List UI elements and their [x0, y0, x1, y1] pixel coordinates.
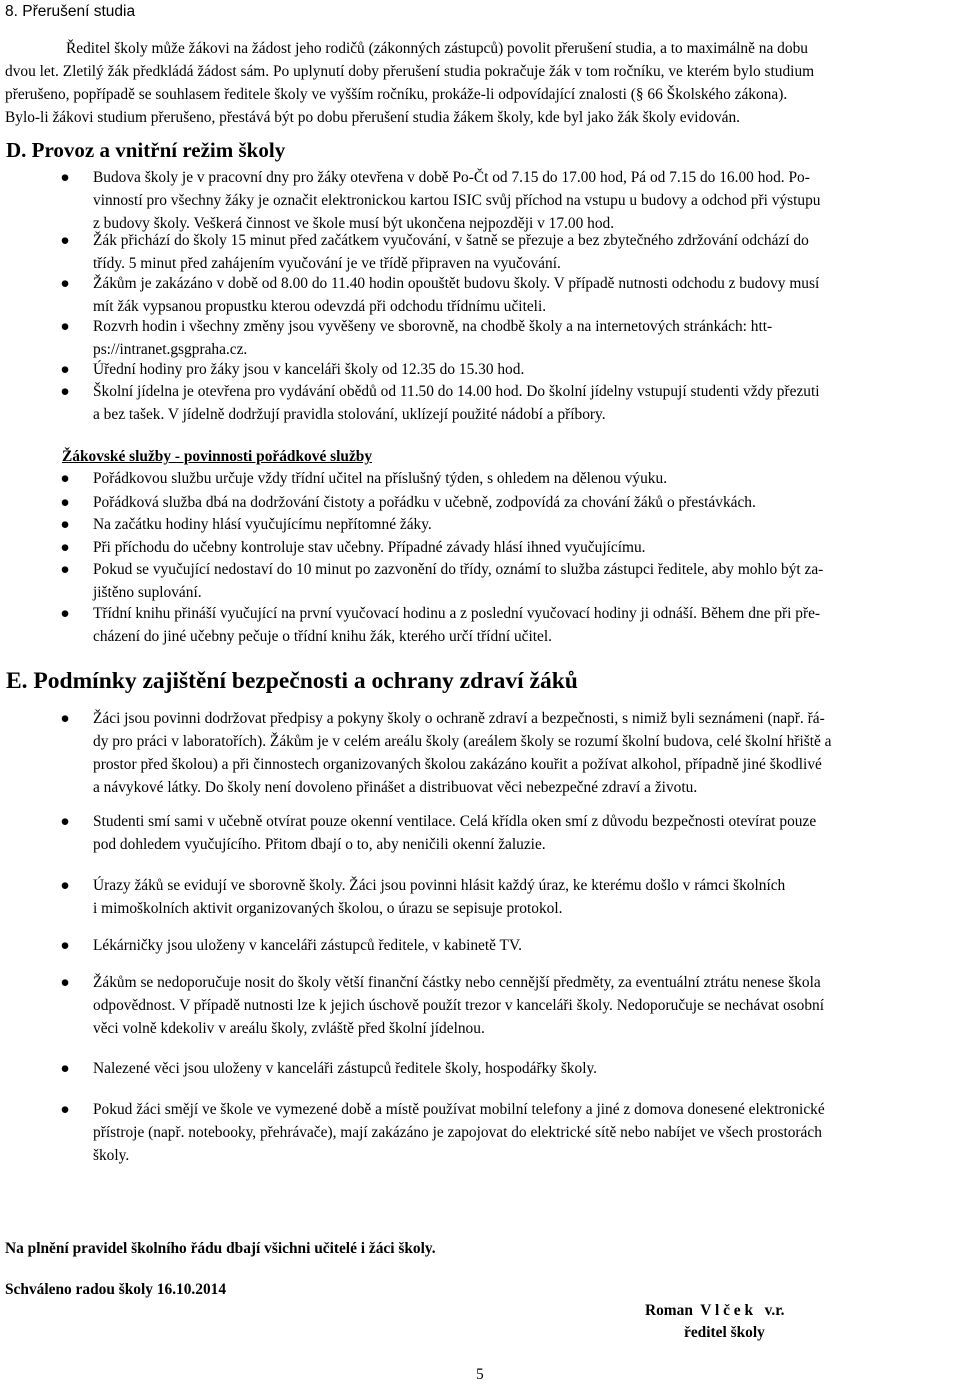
list-item-line: Úřední hodiny pro žáky jsou v kanceláři školy od 12.35 do 15.30 hod. [93, 361, 525, 378]
list-item [60, 513, 958, 536]
list-item-line: Žáci jsou povinni dodržovat předpisy a pokyny školy o ochraně zdraví a bezpečnosti, s nimiž byli seznámeni (např. řá- [93, 710, 825, 727]
list-item [60, 874, 958, 920]
paragraph-line: Ředitel školy může žákovi na žádost jeho rodičů (zákonných zástupců) povolit přerušení studia, a to maximálně na dobu [66, 40, 808, 57]
signer-role: ředitel školy [684, 1324, 765, 1341]
bullet-icon: ● [60, 561, 70, 578]
list-item-line: Žákům je zakázáno v době od 8.00 do 11.40 hodin opouštět budovu školy. V případě nutnosti odchodu z budovy musí [93, 275, 820, 292]
bullet-icon: ● [60, 539, 70, 556]
section-e-heading: E. Podmínky zajištění bezpečnosti a ochrany zdraví žáků [6, 668, 578, 694]
list-item-line: Třídní knihu přináší vyučující na první vyučovací hodinu a z poslední vyučovací hodiny ji odnáší. Během dne při pře- [93, 605, 821, 622]
list-item-line: školy. [93, 1147, 130, 1164]
list-item-line: Žákům se nedoporučuje nosit do školy větší finanční částky nebo cennější předměty, za eventuální ztrátu nenese škola [93, 974, 821, 991]
list-item-line: i mimoškolních aktivit organizovaných školou, o úrazu se sepisuje protokol. [93, 900, 563, 917]
list-item-text [93, 380, 958, 426]
list-item [60, 315, 958, 361]
list-item-line: Nalezené věci jsou uloženy v kanceláři zástupců ředitele školy, hospodářky školy. [93, 1060, 598, 1077]
paragraph-line: dvou let. Zletilý žák předkládá žádost sám. Po uplynutí doby přerušení studia pokračuje žák v tom ročníku, ve kterém bylo studium [5, 63, 815, 80]
list-item-text [93, 602, 958, 648]
section-8-heading: 8. Přerušení studia [5, 3, 136, 20]
list-item-line: Školní jídelna je otevřena pro vydávání obědů od 11.50 do 14.00 hod. Do školní jídelny vstupují studenti vždy přezuti [93, 383, 820, 400]
list-item-line: pod dohledem vyučujícího. Přitom dbají o to, aby neničili okenní žaluzie. [93, 836, 546, 853]
list-item-line: Úrazy žáků se evidují ve sborovně školy. Žáci jsou povinni hlásit každý úraz, ke kterému došlo v rámci školních [93, 877, 786, 894]
list-item [60, 558, 958, 604]
list-item [60, 536, 958, 559]
list-item-line: Pořádková služba dbá na dodržování čistoty a pořádku v učebně, zodpovídá za chování žáků o přestávkách. [93, 494, 756, 511]
services-heading: Žákovské služby - povinnosti pořádkové služby [62, 448, 373, 465]
bullet-icon: ● [60, 275, 70, 292]
bullet-icon: ● [60, 813, 70, 830]
list-item-text [93, 971, 958, 1040]
bullet-icon: ● [60, 877, 70, 894]
list-item-line: Na začátku hodiny hlásí vyučujícímu nepřítomné žáky. [93, 516, 432, 533]
list-item-line: Pořádkovou službu určuje vždy třídní učitel na příslušný týden, s ohledem na dělenou výuku. [93, 470, 668, 487]
list-item-text [93, 874, 958, 920]
list-item-line: třídy. 5 minut před zahájením vyučování je ve třídě připraven na vyučování. [93, 255, 561, 272]
bullet-icon: ● [60, 516, 70, 533]
list-item-text [93, 467, 958, 490]
list-item-text [93, 513, 958, 536]
list-item-line: věci volně kdekoliv v areálu školy, zvláště před školní jídelnou. [93, 1020, 485, 1037]
bullet-icon: ● [60, 937, 70, 954]
list-item-line: a bez tašek. V jídelně dodržují pravidla stolování, uklízejí použité nádobí a příbory. [93, 406, 606, 423]
list-item [60, 707, 958, 799]
list-item-line: Rozvrh hodin i všechny změny jsou vyvěšeny ve sborovně, na chodbě školy a na internetových stránkách: htt- [93, 318, 773, 335]
list-item-line: jištěno suplování. [93, 584, 202, 601]
list-item-line: Lékárničky jsou uloženy v kanceláři zástupců ředitele, v kabinetě TV. [93, 937, 522, 954]
list-item-text [93, 558, 958, 604]
list-item [60, 971, 958, 1040]
list-item-line: odpovědnost. V případě nutnosti lze k jejich úschově použít trezor v kanceláři školy. Nedoporučuje se nechávat osobní [93, 997, 825, 1014]
list-item-line: z budovy školy. Veškerá činnost ve škole musí být ukončena nejpozději v 17.00 hod. [93, 215, 615, 232]
bullet-icon: ● [60, 494, 70, 511]
bullet-icon: ● [60, 232, 70, 249]
list-item [60, 358, 958, 381]
list-item-line: a návykové látky. Do školy není dovoleno přinášet a distribuovat věci nebezpečné zdraví a životu. [93, 779, 698, 796]
bullet-icon: ● [60, 605, 70, 622]
list-item-line: ps://intranet.gsgpraha.cz. [93, 341, 248, 358]
list-item-line: Pokud žáci smějí ve škole ve vymezené době a místě používat mobilní telefony a jiné z domova donesené elektronické [93, 1101, 825, 1118]
approval-date: Schváleno radou školy 16.10.2014 [5, 1281, 227, 1298]
list-item-line: dy pro práci v laboratořích). Žákům je v celém areálu školy (areálem školy se rozumí školní budova, celé školní hřiště a [93, 733, 832, 750]
list-item-text [93, 166, 958, 235]
list-item [60, 934, 958, 957]
list-item [60, 166, 958, 235]
bullet-icon: ● [60, 710, 70, 727]
list-item-text [93, 707, 958, 799]
list-item-text [93, 229, 958, 275]
list-item [60, 602, 958, 648]
list-item-text [93, 358, 958, 381]
list-item-text [93, 810, 958, 856]
list-item-line: Pokud se vyučující nedostaví do 10 minut po zazvonění do třídy, oznámí to služba zástupci ředitele, aby mohlo být za- [93, 561, 824, 578]
section-8-paragraph [5, 37, 955, 129]
paragraph-line: přerušeno, popřípadě se souhlasem ředitele školy ve vyšším ročníku, prokáže-li odpovídající znalosti (§ 66 Školského zákona). [5, 86, 788, 103]
list-item-text [93, 491, 958, 514]
signer-name: Roman V l č e k v.r. [645, 1302, 785, 1319]
list-item [60, 810, 958, 856]
list-item-line: přístroje (např. notebooky, přehrávače), mají zakázáno je zapojovat do elektrické sítě nebo nabíjet ve všech prostorách [93, 1124, 822, 1141]
list-item-line: prostor před školou) a při činnostech organizovaných školou zakázáno kouřit a požívat alkohol, případně jiné škodlivé [93, 756, 822, 773]
list-item-text [93, 1057, 958, 1080]
list-item [60, 467, 958, 490]
list-item-text [93, 272, 958, 318]
list-item-text [93, 934, 958, 957]
bullet-icon: ● [60, 1101, 70, 1118]
bullet-icon: ● [60, 470, 70, 487]
bullet-icon: ● [60, 974, 70, 991]
list-item-line: Studenti smí sami v učebně otvírat pouze okenní ventilace. Celá křídla oken smí z důvodu bezpečnosti otevírat pouze [93, 813, 817, 830]
page-number: 5 [476, 1366, 484, 1383]
bullet-icon: ● [60, 1060, 70, 1077]
bullet-icon: ● [60, 361, 70, 378]
list-item [60, 1098, 958, 1167]
list-item [60, 380, 958, 426]
paragraph-line: Bylo-li žákovi studium přerušeno, přestává být po dobu přerušení studia žákem školy, kde byl jako žák školy evidován. [5, 109, 741, 126]
closing-statement: Na plnění pravidel školního řádu dbají všichni učitelé i žáci školy. [5, 1240, 436, 1257]
list-item [60, 491, 958, 514]
list-item [60, 272, 958, 318]
list-item-line: vinností pro všechny žáky je označit elektronickou kartou ISIC svůj příchod na vstupu u budovy a odchod při výstupu [93, 192, 821, 209]
list-item-text [93, 1098, 958, 1167]
list-item-text [93, 315, 958, 361]
list-item-text [93, 536, 958, 559]
list-item [60, 1057, 958, 1080]
list-item-line: Při příchodu do učebny kontroluje stav učebny. Případné závady hlásí ihned vyučujícímu. [93, 539, 646, 556]
list-item-line: Budova školy je v pracovní dny pro žáky otevřena v době Po-Čt od 7.15 do 17.00 hod, Pá od 7.15 do 16.00 hod. Po- [93, 169, 810, 186]
list-item-line: cházení do jiné učebny pečuje o třídní knihu žák, kterého určí třídní učitel. [93, 628, 552, 645]
bullet-icon: ● [60, 169, 70, 186]
list-item-line: mít žák vypsanou propustku kterou odevzdá při odchodu třídnímu učiteli. [93, 298, 547, 315]
section-d-heading: D. Provoz a vnitřní režim školy [6, 138, 286, 162]
bullet-icon: ● [60, 383, 70, 400]
list-item [60, 229, 958, 275]
list-item-line: Žák přichází do školy 15 minut před začátkem vyučování, v šatně se přezuje a bez zbytečného zdržování odchází do [93, 232, 809, 249]
bullet-icon: ● [60, 318, 70, 335]
